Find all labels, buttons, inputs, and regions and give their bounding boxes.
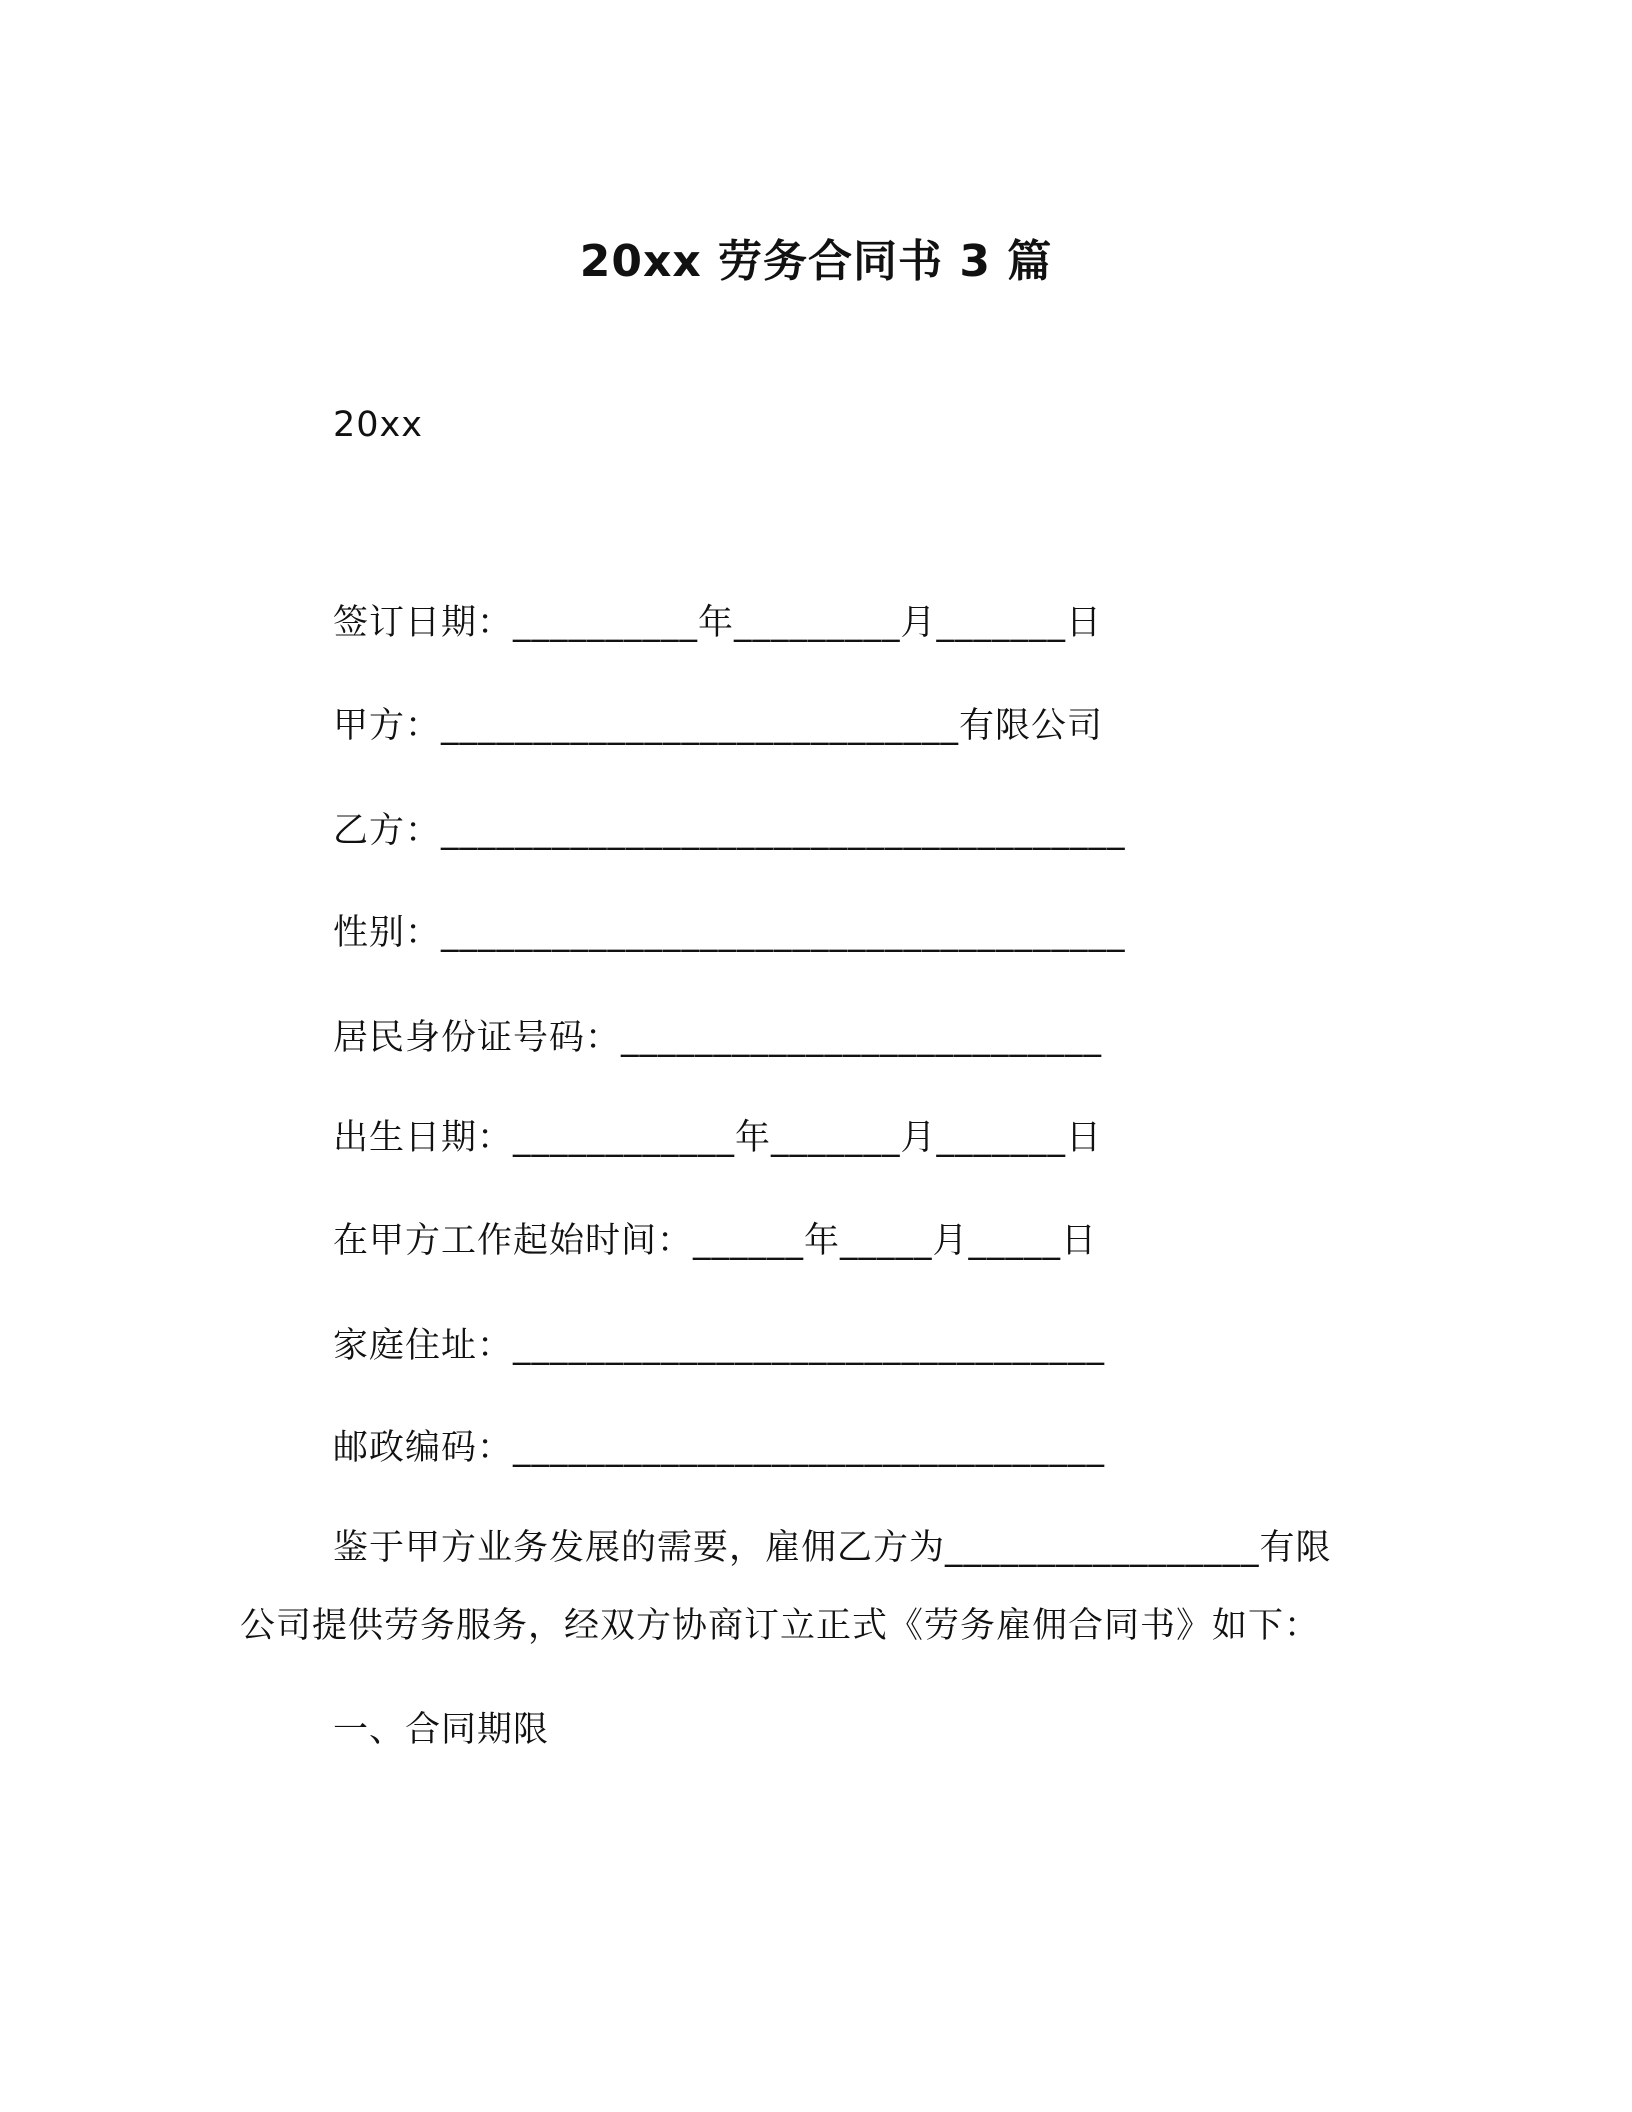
gender-field: 性别：_____________________________________ bbox=[333, 913, 1126, 953]
section-heading-contract-term: 一、合同期限 bbox=[333, 1710, 550, 1750]
intro-paragraph-line2: 公司提供劳务服务，经双方协商订立正式《劳务雇佣合同书》如下： bbox=[240, 1606, 1321, 1646]
start-date-field: 在甲方工作起始时间：______年_____月_____日 bbox=[333, 1221, 1098, 1261]
party-b-field: 乙方：_____________________________________ bbox=[333, 811, 1126, 851]
birth-date-field: 出生日期：____________年_______月_______日 bbox=[333, 1118, 1103, 1158]
postcode-field: 邮政编码：________________________________ bbox=[333, 1428, 1106, 1468]
year-line: 20xx bbox=[333, 405, 423, 445]
document-title: 20xx 劳务合同书 3 篇 bbox=[579, 236, 1053, 287]
address-field: 家庭住址：________________________________ bbox=[333, 1326, 1106, 1366]
sign-date-field: 签订日期：__________年_________月_______日 bbox=[333, 603, 1103, 643]
id-number-field: 居民身份证号码：__________________________ bbox=[333, 1018, 1103, 1058]
intro-paragraph-line1: 鉴于甲方业务发展的需要，雇佣乙方为_________________有限 bbox=[333, 1528, 1332, 1568]
party-a-field: 甲方：____________________________有限公司 bbox=[333, 706, 1104, 746]
